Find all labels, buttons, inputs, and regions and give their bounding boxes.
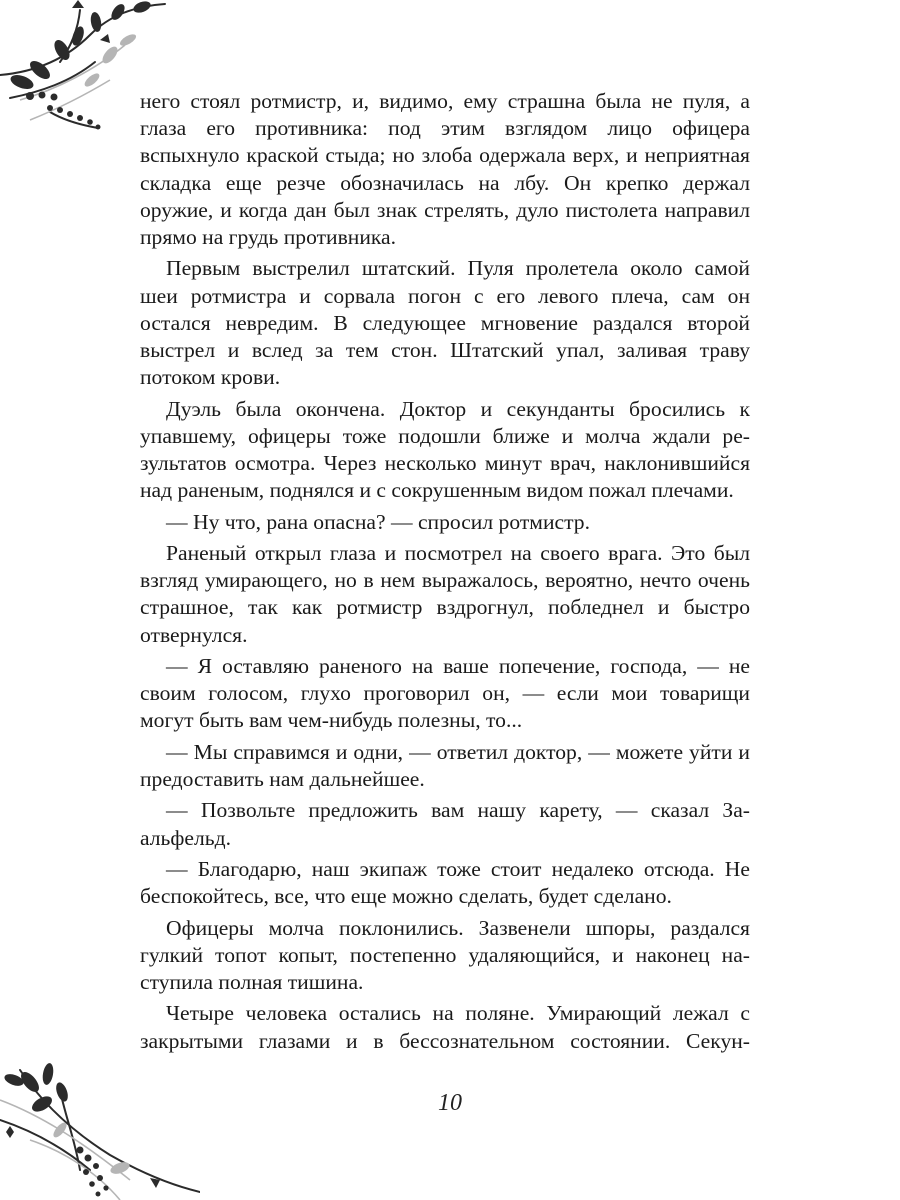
paragraph: Первым выстрелил штатский. Пуля пролетела около самой шеи ротмистра и сорвала погон с его левого плеча, сам он остался невредим. В следующее мгновение раздался второй выстрел и вслед за тем стон. Штатский упал, заливая траву потоком крови. [140, 256, 750, 390]
paragraph: него стоял ротмистр, и, видимо, ему страшна была не пуля, а глаза его противника: под этим взглядом лицо офицера вспыхнуло краской стыда; но злоба одержала верх, и неприятная складка еще резче обозначилась на лбу. Он крепко держал оружие, и когда дан был знак стрелять, дуло пистолета направил прямо на грудь противника. [140, 89, 750, 250]
paragraph: Четыре человека остались на поляне. Умирающий лежал с закрытыми глазами и в бессознательном состоянии. Секун- [140, 1001, 750, 1053]
paragraph: Дуэль была окончена. Доктор и секунданты бросились к упавшему, офицеры тоже подошли ближе и молча ждали результатов осмотра. Через несколько минут врач, наклонившийся над раненым, поднялся и с сокрушенным видом пожал плечами. [140, 396, 750, 503]
paragraph: — Благодарю, наш экипаж тоже стоит недалеко отсюда. Не беспокойтесь, все, что еще можно сделать, будет сделано. [140, 856, 750, 909]
paragraph: — Мы справимся и одни, — ответил доктор, — можете уйти и предоставить нам дальнейшее. [140, 739, 750, 791]
paragraph: Раненый открыл глаза и посмотрел на своего врага. Это был взгляд умирающего, но в нем выражалось, вероятно, нечто очень страшное, так как ротмистр вздрогнул, побледнел и быстро отвернулся. [140, 541, 750, 647]
floral-ornament-bottom-icon [0, 1060, 200, 1200]
paragraph: — Ну что, рана опасна? — спросил ротмистр. [166, 509, 590, 534]
paragraph: — Я оставляю раненого на ваше попечение, господа, — не своим голосом, глухо проговорил он, — если мои товарищи могут быть вам чем-нибудь полезны, то... [140, 654, 750, 733]
page-number: 10 [438, 1090, 462, 1116]
paragraph: Офицеры молча поклонились. Зазвенели шпоры, раздался гулкий топот копыт, постепенно удаляющийся, и наконец наступила полная тишина. [140, 915, 750, 994]
paragraph: — Позвольте предложить вам нашу карету, — сказал Заальфельд. [140, 798, 750, 850]
body-text [140, 88, 750, 1059]
